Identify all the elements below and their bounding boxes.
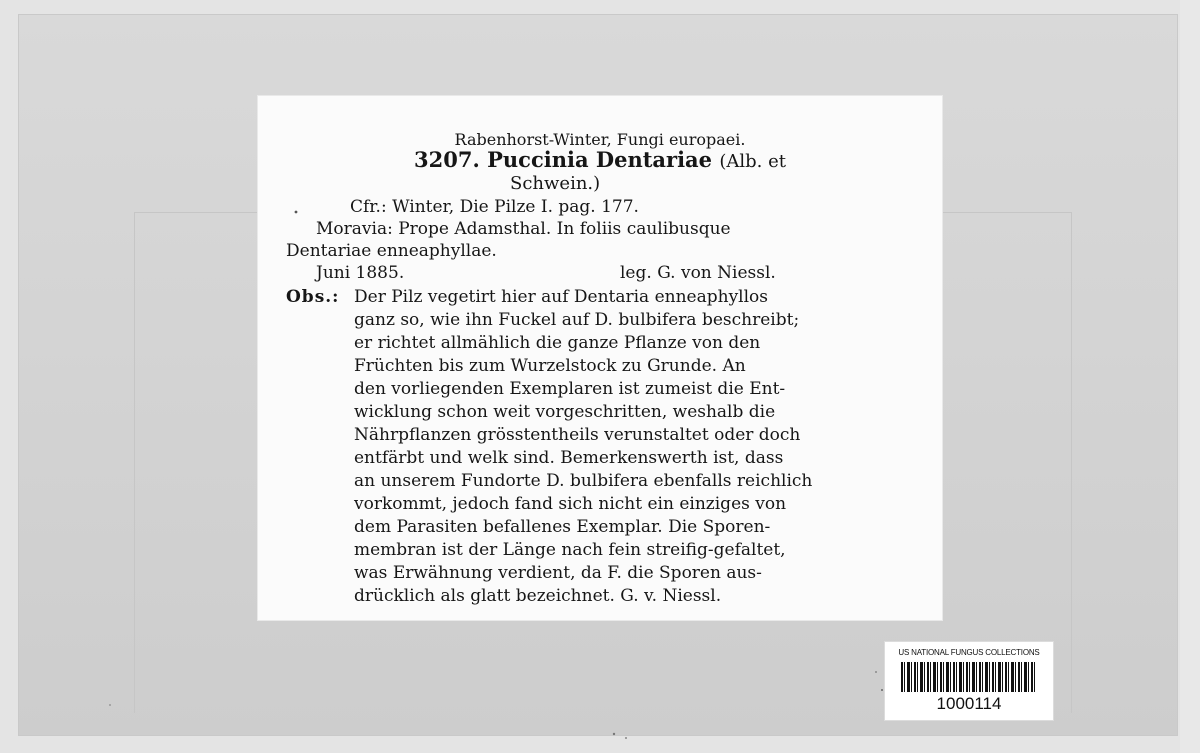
obs-line: den vorliegenden Exemplaren ist zumeist die Ent-	[354, 379, 786, 399]
author-citation-part1: (Alb. et	[719, 151, 786, 172]
collection-name: US NATIONAL FUNGUS COLLECTIONS	[898, 648, 1040, 657]
exsiccata-number: 3207.	[414, 147, 480, 172]
obs-line: Nährpflanzen grösstentheils verunstaltet oder doch	[354, 425, 801, 445]
obs-line: dem Parasiten befallenes Exemplar. Die Sporen-	[354, 517, 771, 537]
obs-line: an unserem Fundorte D. bulbifera ebenfalls reichlich	[354, 471, 813, 491]
author-citation-part2: Schwein.)	[510, 173, 601, 194]
obs-line: Früchten bis zum Wurzelstock zu Grunde. An	[354, 356, 746, 376]
barcode-number: 1000114	[936, 694, 1002, 713]
locality-line-1: Moravia: Prope Adamsthal. In foliis caulibusque	[316, 219, 731, 239]
obs-line: er richtet allmählich die ganze Pflanze von den	[354, 333, 761, 353]
obs-line: Der Pilz vegetirt hier auf Dentaria enneaphyllos	[354, 287, 769, 307]
obs-line: wicklung schon weit vorgeschritten, weshalb die	[354, 402, 776, 422]
species-name: Puccinia Dentariae	[487, 147, 713, 172]
series-line: Rabenhorst-Winter, Fungi europaei.	[454, 130, 746, 149]
barcode-image	[901, 662, 1037, 692]
obs-line: was Erwähnung verdient, da F. die Sporen aus-	[354, 563, 762, 583]
obs-line: drücklich als glatt bezeichnet. G. v. Niessl.	[354, 586, 722, 606]
barcode-label	[885, 642, 1053, 720]
species-title	[258, 147, 942, 172]
background-edge	[1180, 0, 1200, 753]
obs-label: Obs.:	[286, 287, 340, 307]
obs-line: ganz so, wie ihn Fuckel auf D. bulbifera beschreibt;	[354, 310, 800, 330]
collection-date: Juni 1885.	[316, 263, 405, 283]
obs-line: entfärbt und welk sind. Bemerkenswerth ist, dass	[354, 448, 784, 468]
obs-line: membran ist der Länge nach fein streifig-gefaltet,	[354, 540, 786, 560]
reference-line: Cfr.: Winter, Die Pilze I. pag. 177.	[350, 197, 639, 217]
specimen-label	[258, 96, 942, 620]
locality-line-2: Dentariae enneaphyllae.	[286, 241, 497, 261]
obs-line: vorkommt, jedoch fand sich nicht ein einziges von	[354, 494, 787, 514]
collector: leg. G. von Niessl.	[620, 263, 776, 283]
